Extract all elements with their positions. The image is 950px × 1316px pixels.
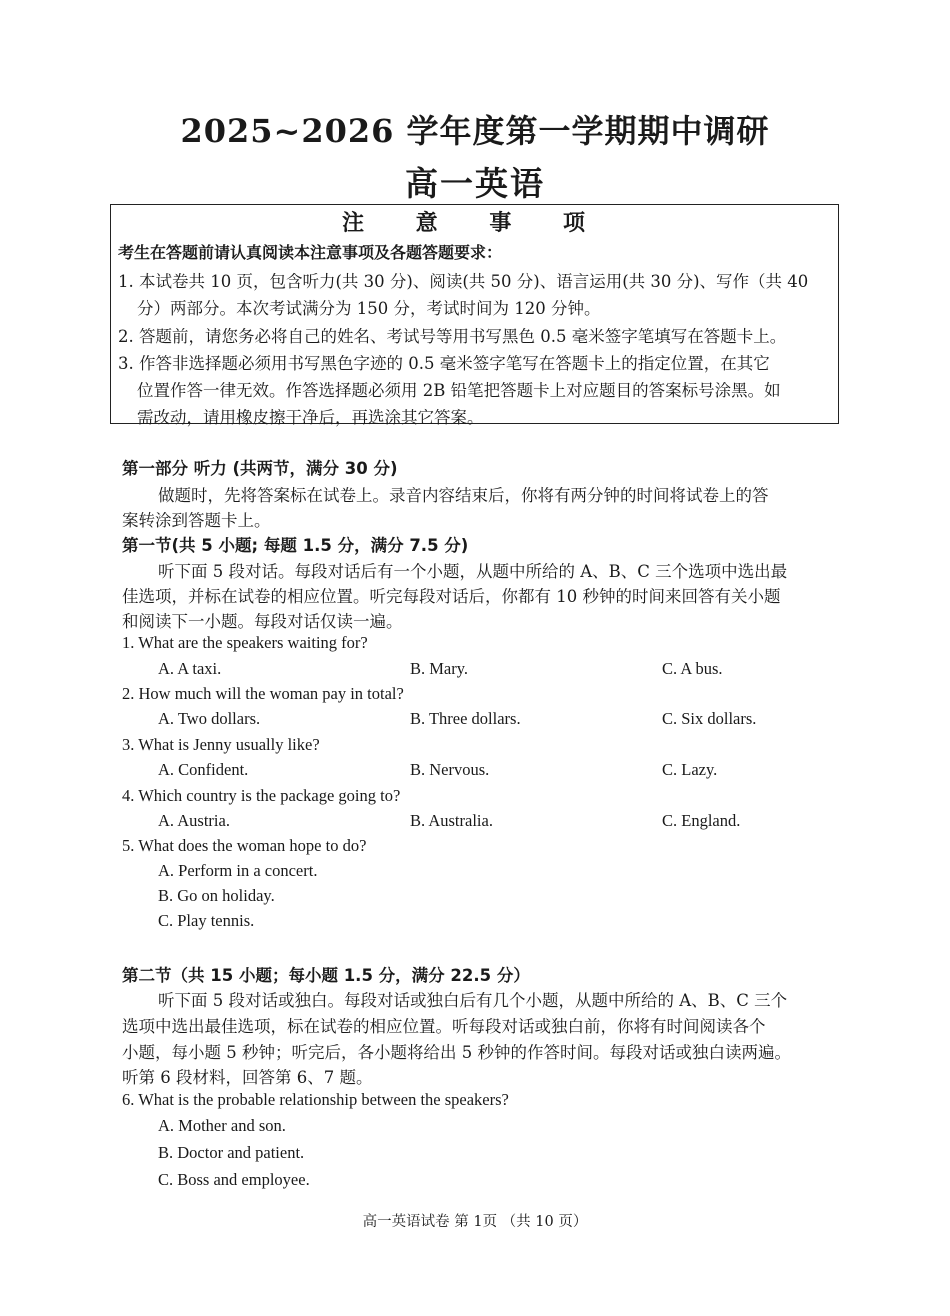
notice-line: 2. 答题前，请您务必将自己的姓名、考试号等用书写黑色 0.5 毫米签字笔填写在答题卡上。 (118, 327, 787, 346)
question-4: 4. Which country is the package going to? (122, 786, 401, 805)
section1-intro-line: 佳选项，并标在试卷的相应位置。听完每段对话后，你都有 10 秒钟的时间来回答有关小题 (122, 587, 781, 606)
option-5a: A. Perform in a concert. (158, 861, 318, 880)
option-4c: C. England. (662, 811, 741, 830)
option-6a: A. Mother and son. (158, 1116, 286, 1135)
question-1: 1. What are the speakers waiting for? (122, 633, 368, 652)
option-3c: C. Lazy. (662, 760, 718, 779)
section2-heading: 第二节（共 15 小题；每小题 1.5 分，满分 22.5 分） (122, 966, 530, 985)
option-5c: C. Play tennis. (158, 911, 255, 930)
section1-heading: 第一节(共 5 小题; 每题 1.5 分，满分 7.5 分) (122, 536, 469, 555)
notice-line: 位置作答一律无效。作答选择题必须用 2B 铅笔把答题卡上对应题目的答案标号涂黑。如 (137, 381, 781, 400)
option-2a: A. Two dollars. (158, 709, 261, 728)
notice-intro: 考生在答题前请认真阅读本注意事项及各题答题要求： (118, 243, 503, 262)
part1-heading: 第一部分 听力 (共两节，满分 30 分) (122, 459, 398, 478)
option-2c: C. Six dollars. (662, 709, 757, 728)
section2-intro-line: 听下面 5 段对话或独白。每段对话或独白后有几个小题，从题中所给的 A、B、C 三个 (158, 991, 788, 1010)
option-1b: B. Mary. (410, 659, 469, 678)
part1-intro-line: 做题时，先将答案标在试卷上。录音内容结束后，你将有两分钟的时间将试卷上的答 (158, 486, 769, 505)
section2-intro-line: 选项中选出最佳选项，标在试卷的相应位置。听每段对话或独白前，你将有时间阅读各个 (122, 1017, 766, 1036)
option-4b: B. Australia. (410, 811, 493, 830)
section1-intro-line: 和阅读下一小题。每段对话仅读一遍。 (122, 612, 403, 631)
option-4a: A. Austria. (158, 811, 230, 830)
question-3: 3. What is Jenny usually like? (122, 735, 320, 754)
notice-line: 分）两部分。本次考试满分为 150 分，考试时间为 120 分钟。 (137, 299, 601, 318)
notice-line: 3. 作答非选择题必须用书写黑色字迹的 0.5 毫米签字笔写在答题卡上的指定位置，在其它 (118, 354, 770, 373)
option-6b: B. Doctor and patient. (158, 1143, 305, 1162)
notice-heading: 注 意 事 项 (342, 211, 607, 236)
exam-subject: 高一英语 (405, 164, 545, 203)
option-1a: A. A taxi. (158, 659, 222, 678)
question-2: 2. How much will the woman pay in total? (122, 684, 404, 703)
section2-intro-line: 听第 6 段材料，回答第 6、7 题。 (122, 1068, 373, 1087)
question-6: 6. What is the probable relationship between the speakers? (122, 1090, 509, 1109)
page-footer: 高一英语试卷 第 1页 （共 10 页） (362, 1214, 588, 1230)
option-3a: A. Confident. (158, 760, 249, 779)
option-6c: C. Boss and employee. (158, 1170, 310, 1189)
option-2b: B. Three dollars. (410, 709, 521, 728)
exam-title: 2025~2026 学年度第一学期期中调研 (180, 112, 770, 150)
notice-line: 1. 本试卷共 10 页，包含听力(共 30 分)、阅读(共 50 分)、语言运用(共 30 分)、写作（共 40 (118, 272, 809, 291)
option-1c: C. A bus. (662, 659, 723, 678)
part1-intro-line: 案转涂到答题卡上。 (122, 511, 271, 530)
option-5b: B. Go on holiday. (158, 886, 275, 905)
option-3b: B. Nervous. (410, 760, 490, 779)
section2-intro-line: 小题，每小题 5 秒钟；听完后，各小题将给出 5 秒钟的作答时间。每段对话或独白读两遍。 (122, 1043, 791, 1062)
section1-intro-line: 听下面 5 段对话。每段对话后有一个小题，从题中所给的 A、B、C 三个选项中选出最 (158, 562, 788, 581)
notice-line: 需改动，请用橡皮擦干净后，再选涂其它答案。 (137, 408, 484, 427)
question-5: 5. What does the woman hope to do? (122, 836, 367, 855)
